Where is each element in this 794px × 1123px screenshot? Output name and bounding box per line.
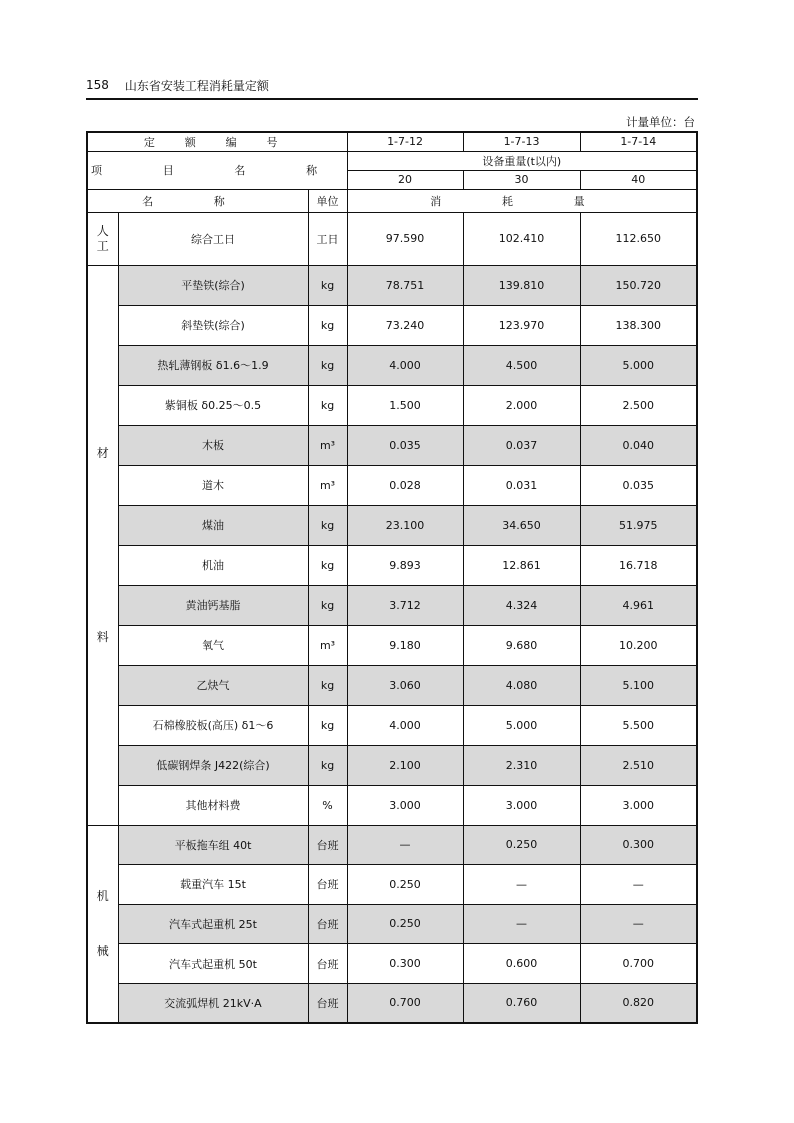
table-row: [87, 904, 697, 944]
item-value-2: 0.031: [463, 465, 580, 505]
item-value-3: 112.650: [580, 212, 697, 265]
item-name: 黄油钙基脂: [118, 585, 308, 625]
item-name: 紫铜板 δ0.25～0.5: [118, 385, 308, 425]
col-consumption-label: 消 耗 量: [347, 189, 697, 212]
param-3: 40: [580, 170, 697, 189]
item-unit: kg: [308, 585, 347, 625]
item-value-3: 150.720: [580, 265, 697, 305]
item-value-3: 3.000: [580, 785, 697, 825]
item-value-2: 4.324: [463, 585, 580, 625]
item-value-3: 5.500: [580, 705, 697, 745]
item-name: 低碳钢焊条 J422(综合): [118, 745, 308, 785]
item-value-1: 0.700: [347, 983, 463, 1023]
item-value-1: 4.000: [347, 345, 463, 385]
table-row: [87, 745, 697, 785]
item-value-1: 97.590: [347, 212, 463, 265]
item-value-1: —: [347, 825, 463, 865]
table-row: [87, 705, 697, 745]
item-value-2: 102.410: [463, 212, 580, 265]
item-value-2: 5.000: [463, 705, 580, 745]
item-value-3: —: [580, 904, 697, 944]
code-1: 1-7-12: [347, 132, 463, 151]
item-value-1: 0.250: [347, 904, 463, 944]
item-value-1: 9.893: [347, 545, 463, 585]
header-row-columns: [87, 189, 697, 212]
item-unit: kg: [308, 305, 347, 345]
param-1: 20: [347, 170, 463, 189]
item-unit: kg: [308, 665, 347, 705]
item-unit: 台班: [308, 904, 347, 944]
item-name: 氧气: [118, 625, 308, 665]
item-value-2: 12.861: [463, 545, 580, 585]
item-value-3: 2.510: [580, 745, 697, 785]
item-unit: kg: [308, 385, 347, 425]
item-value-1: 0.300: [347, 944, 463, 984]
item-value-1: 0.250: [347, 865, 463, 905]
item-value-1: 3.060: [347, 665, 463, 705]
param-label: 设备重量(t以内): [347, 151, 697, 170]
item-value-3: 0.820: [580, 983, 697, 1023]
unit-note: 计量单位：台: [626, 115, 695, 129]
item-value-1: 3.712: [347, 585, 463, 625]
table-row: [87, 465, 697, 505]
item-name: 交流弧焊机 21kV·A: [118, 983, 308, 1023]
category-material-char: 料: [96, 630, 109, 644]
item-name: 平垫铁(综合): [118, 265, 308, 305]
table-row: [87, 545, 697, 585]
table-row: [87, 585, 697, 625]
item-value-1: 4.000: [347, 705, 463, 745]
item-unit: %: [308, 785, 347, 825]
item-name: 道木: [118, 465, 308, 505]
table-row: [87, 983, 697, 1023]
code-2: 1-7-13: [463, 132, 580, 151]
item-value-2: 9.680: [463, 625, 580, 665]
item-unit: 台班: [308, 983, 347, 1023]
table-row: [87, 944, 697, 984]
item-name: 木板: [118, 425, 308, 465]
item-value-2: 0.037: [463, 425, 580, 465]
category-machine-char: 械: [96, 943, 109, 958]
code-3: 1-7-14: [580, 132, 697, 151]
item-value-3: 0.035: [580, 465, 697, 505]
item-value-3: 0.700: [580, 944, 697, 984]
item-value-1: 9.180: [347, 625, 463, 665]
item-unit: kg: [308, 745, 347, 785]
item-value-3: 51.975: [580, 505, 697, 545]
param-2: 30: [463, 170, 580, 189]
category-machine-char: 机: [96, 889, 109, 904]
item-name: 汽车式起重机 50t: [118, 944, 308, 984]
item-value-3: 2.500: [580, 385, 697, 425]
item-value-1: 73.240: [347, 305, 463, 345]
quota-no-label: 定 额 编 号: [87, 132, 347, 151]
item-unit: 工日: [308, 212, 347, 265]
table-row: [87, 665, 697, 705]
item-value-3: 10.200: [580, 625, 697, 665]
item-unit: kg: [308, 705, 347, 745]
book-title: 山东省安装工程消耗量定额: [124, 78, 269, 93]
table-row: [87, 385, 697, 425]
item-value-1: 78.751: [347, 265, 463, 305]
item-unit: 台班: [308, 865, 347, 905]
item-unit: m³: [308, 425, 347, 465]
category-material: [87, 265, 118, 825]
item-name: 平板拖车组 40t: [118, 825, 308, 865]
item-name: 乙炔气: [118, 665, 308, 705]
quota-table: [86, 131, 698, 1024]
item-value-2: 0.250: [463, 825, 580, 865]
col-name-label: 名 称: [87, 189, 308, 212]
table-row: [87, 345, 697, 385]
header-row-quota-no: [87, 132, 697, 151]
item-value-3: 5.100: [580, 665, 697, 705]
item-value-2: 139.810: [463, 265, 580, 305]
item-name: 煤油: [118, 505, 308, 545]
item-value-3: 16.718: [580, 545, 697, 585]
table-row: [87, 425, 697, 465]
item-value-1: 0.028: [347, 465, 463, 505]
table-row: [87, 865, 697, 905]
category-material-char: 材: [96, 445, 109, 460]
item-value-3: 0.040: [580, 425, 697, 465]
page-number: 158: [86, 78, 109, 92]
header-row-param: [87, 151, 697, 170]
item-value-2: 2.000: [463, 385, 580, 425]
item-unit: m³: [308, 625, 347, 665]
item-name: 其他材料费: [118, 785, 308, 825]
table-row: [87, 212, 697, 265]
category-labor-char: 工: [96, 238, 109, 253]
item-value-3: 4.961: [580, 585, 697, 625]
item-value-3: 138.300: [580, 305, 697, 345]
item-name-label: 项 目 名 称: [87, 151, 347, 189]
item-value-1: 2.100: [347, 745, 463, 785]
item-value-2: 2.310: [463, 745, 580, 785]
item-name: 热轧薄钢板 δ1.6～1.9: [118, 345, 308, 385]
item-value-1: 3.000: [347, 785, 463, 825]
item-value-2: 3.000: [463, 785, 580, 825]
item-name: 综合工日: [118, 212, 308, 265]
item-unit: kg: [308, 265, 347, 305]
item-unit: kg: [308, 345, 347, 385]
item-name: 石棉橡胶板(高压) δ1～6: [118, 705, 308, 745]
table-row: [87, 825, 697, 865]
item-value-2: 0.760: [463, 983, 580, 1023]
table-row: [87, 305, 697, 345]
table-row: [87, 505, 697, 545]
table-row: [87, 785, 697, 825]
category-labor-char: 人: [96, 224, 109, 239]
page-header: [86, 72, 698, 100]
item-value-2: —: [463, 865, 580, 905]
item-name: 机油: [118, 545, 308, 585]
item-value-1: 0.035: [347, 425, 463, 465]
item-value-3: —: [580, 865, 697, 905]
item-unit: 台班: [308, 944, 347, 984]
col-unit-label: 单位: [308, 189, 347, 212]
item-value-2: 123.970: [463, 305, 580, 345]
item-name: 汽车式起重机 25t: [118, 904, 308, 944]
category-labor: [87, 212, 118, 265]
item-value-2: 4.500: [463, 345, 580, 385]
table-row: [87, 625, 697, 665]
item-value-2: 34.650: [463, 505, 580, 545]
table-row: [87, 265, 697, 305]
item-value-1: 23.100: [347, 505, 463, 545]
item-value-2: 0.600: [463, 944, 580, 984]
item-name: 载重汽车 15t: [118, 865, 308, 905]
item-unit: kg: [308, 545, 347, 585]
item-value-1: 1.500: [347, 385, 463, 425]
item-unit: kg: [308, 505, 347, 545]
item-unit: m³: [308, 465, 347, 505]
item-value-3: 5.000: [580, 345, 697, 385]
category-machine: [87, 825, 118, 1023]
item-value-2: 4.080: [463, 665, 580, 705]
item-name: 斜垫铁(综合): [118, 305, 308, 345]
item-unit: 台班: [308, 825, 347, 865]
item-value-2: —: [463, 904, 580, 944]
item-value-3: 0.300: [580, 825, 697, 865]
